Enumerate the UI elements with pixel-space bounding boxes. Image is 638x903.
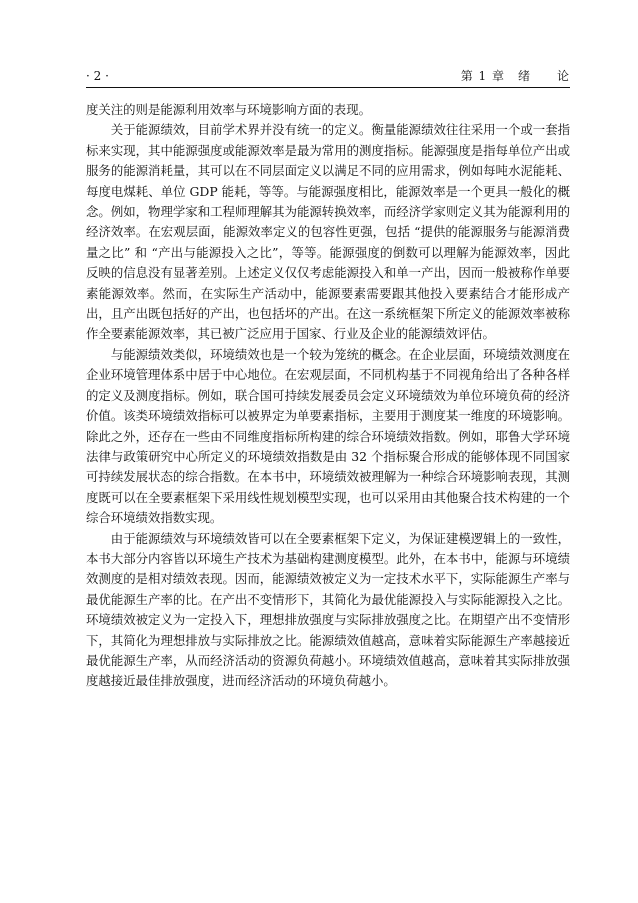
header-rule — [86, 87, 570, 88]
paragraph-environmental-performance: 与能源绩效类似，环境绩效也是一个较为笼统的概念。在企业层面，环境绩效测度在企业环境管理体系中居于中心地位。在宏观层面，不同机构基于不同视角给出了各种各样的定义及测度指标。例如，联合国可持续发展委员会定义环境绩效为单位环境负荷的经济价值。该类环境绩效指标可以被界定为单要素指标，主要用于测度某一维度的环境影响。除此之外，还存在一些由不同维度指标所构建的综合环境绩效指数。例如，耶鲁大学环境法律与政策研究中心所定义的环境绩效指数是由 32 个指标聚合形成的能够体现不同国家可持续发展状态的综合指数。在本书中，环境绩效被理解为一种综合环境影响表现，其测度既可以在全要素框架下采用线性规划模型实现，也可以采用由其他聚合技术构建的一个综合环境绩效指数实现。 — [86, 346, 570, 526]
paragraph-energy-performance: 关于能源绩效，目前学术界并没有统一的定义。衡量能源绩效往往采用一个或一套指标来实现，其中能源强度或能源效率是最为常用的测度指标。能源强度是指每单位产出或服务的能源消耗量，其可以在不同层面定义以满足不同的应用需求，例如每吨水泥能耗、每度电煤耗、单位 GDP 能耗，等等。与能源强度相比，能源效率是一个更具一般化的概念。例如，物理学家和工程师理解其为能源转换效率，而经济学家则定义其为能源利用的经济效率。在宏观层面，能源效率定义的包容性更强，包括 “提供的能源服务与能源消费量之比” 和 “产出与能源投入之比”，等等。能源强度的倒数可以理解为能源效率，因此反映的信息没有显著差别。上述定义仅仅考虑能源投入和单一产出，因而一般被称作单要素能源效率。然而，在实际生产活动中，能源要素需要跟其他投入要素结合才能形成产出，且产出既包括好的产出，也包括坏的产出。在这一系统框架下所定义的能源效率被称作全要素能源效率，其已被广泛应用于国家、行业及企业的能源绩效评估。 — [86, 122, 570, 342]
paragraph-continuation: 度关注的则是能源利用效率与环境影响方面的表现。 — [86, 102, 371, 117]
chapter-title: 第 1 章 绪 论 — [460, 69, 570, 83]
body-text — [86, 100, 570, 692]
page-number: · 2 · — [86, 69, 109, 83]
paragraph-measurement-framework: 由于能源绩效与环境绩效皆可以在全要素框架下定义，为保证建模逻辑上的一致性，本书大部分内容皆以环境生产技术为基础构建测度模型。此外，在本书中，能源与环境绩效测度的是相对绩效表现。因而，能源绩效被定义为一定技术水平下，实际能源生产率与最优能源生产率的比。在产出不变情形下，其简化为最优能源投入与实际能源投入之比。环境绩效被定义为一定投入下，理想排放强度与实际排放强度之比。在期望产出不变情形下，其简化为理想排放与实际排放之比。能源绩效值越高，意味着实际能源生产率越接近最优能源生产率，从而经济活动的资源负荷越小。环境绩效值越高，意味着其实际排放强度越接近最佳排放强度，进而经济活动的环境负荷越小。 — [86, 530, 570, 689]
page-header — [86, 66, 570, 86]
